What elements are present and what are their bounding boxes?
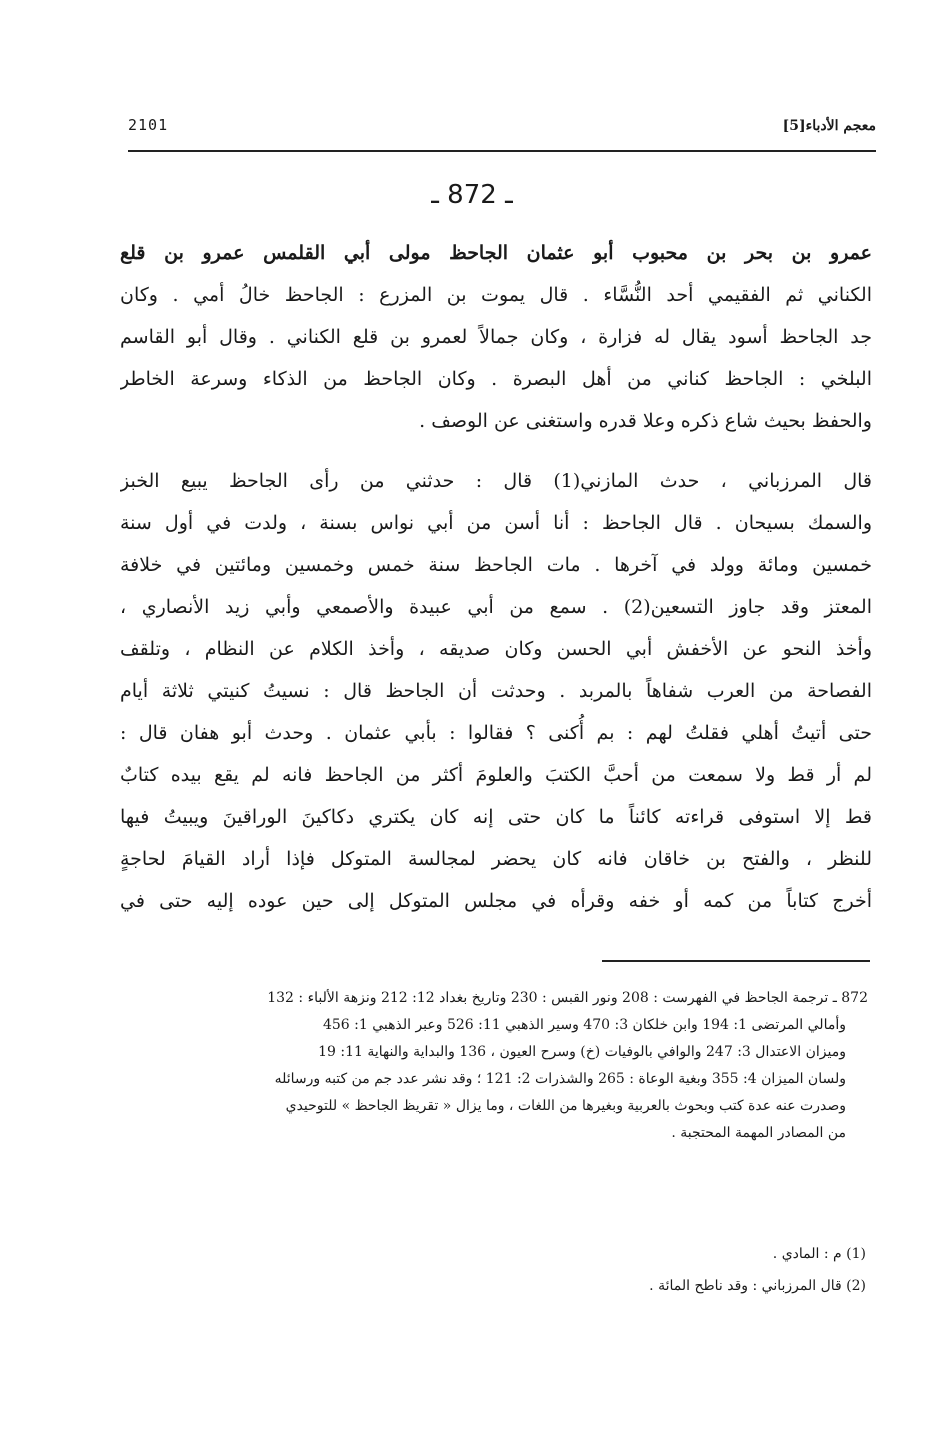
text-line: جد الجاحظ أسود يقال له فزارة ، وكان جمالاً لعمرو بن قلع الكناني . وقال أبو القاسم [120, 326, 872, 348]
footnote-line: وأمالي المرتضى 1: 194 وابن خلكان 3: 470 وسير الذهبي 11: 526 وعبر الذهبي 1: 456 [322, 1017, 846, 1033]
running-header [128, 116, 876, 140]
text-line: الفصاحة من العرب شفاهاً بالمربد . وحدثت أن الجاحظ قال : نسيتُ كنيتي ثلاثة أيام [120, 680, 872, 702]
text-line: خمسين ومائة وولد في آخرها . مات الجاحظ سنة خمس وخمسين ومائتين في خلافة [120, 554, 872, 576]
entry-number: ـ 872 ـ [431, 180, 513, 210]
note-2: (2) قال المرزباني : وقد ناطح المائة . [649, 1278, 866, 1294]
text-line: قال المرزباني ، حدث المازني(1) قال : حدثني من رأى الجاحظ يبيع الخبز [120, 470, 872, 492]
page-number: 2101 [128, 116, 169, 134]
text-line: الكناني ثم الفقيمي أحد النُّسَّاء . قال يموت بن المزرع : الجاحظ خالُ أمي . وكان [120, 284, 872, 306]
footnote-line: من المصادر المهمة المحتجبة . [671, 1125, 846, 1141]
sources-footnote [122, 985, 868, 1147]
footnote-line: وميزان الاعتدال 3: 247 والوافي بالوفيات (خ) وسرح العيون ، 136 والبداية والنهاية 11: 19 [318, 1044, 846, 1060]
text-line: وأخذ النحو عن الأخفش أبي الحسن وكان صديقه ، وأخذ الكلام عن النظام ، وتلقف [120, 638, 872, 660]
footnote-line: ولسان الميزان 4: 355 وبغية الوعاة : 265 والشذرات 2: 121 ؛ وقد نشر عدد جم من كتبه ورسائله [274, 1071, 846, 1087]
text-line: البلخي : الجاحظ كناني من أهل البصرة . وكان الجاحظ من الذكاء وسرعة الخاطر [120, 368, 872, 390]
text-line: لم أر قط ولا سمعت من أحبَّ الكتبَ والعلومَ أكثر من الجاحظ فانه لم يقع بيده كتابٌ [120, 764, 872, 786]
text-line: أخرج كتاباً من كمه أو خفه وقرأه في مجلس المتوكل إلى حين عوده إليه حتى في [120, 890, 872, 912]
footnote-line: 872 ـ ترجمة الجاحظ في الفهرست : 208 ونور القبس : 230 وتاريخ بغداد 12: 212 ونزهة الألباء : 132 [267, 990, 868, 1006]
textual-notes [500, 1238, 866, 1302]
text-line: عمرو بن بحر بن محبوب أبو عثمان الجاحظ مولى أبي القلمس عمرو بن قلع [120, 242, 872, 264]
text-line: قط إلا استوفى قراءته كائناً ما كان حتى إنه كان يكتري دكاكينَ الوراقينَ ويبيتُ فيها [120, 806, 872, 828]
text-line: والسمك بسيحان . قال الجاحظ : أنا أسن من أبي نواس بسنة ، ولدت في أول سنة [120, 512, 872, 534]
text-line: والحفظ بحيث شاع ذكره وعلا قدره واستغنى عن الوصف . [419, 410, 872, 432]
book-title: معجم الأدباء[5] [782, 118, 876, 134]
text-line: للنظر ، والفتح بن خاقان فانه كان يحضر لمجالسة المتوكل فإذا أراد القيامَ لحاجةٍ [120, 848, 872, 870]
text-line: المعتز وقد جاوز التسعين(2) . سمع من أبي عبيدة والأصمعي وأبي زيد الأنصاري ، [120, 596, 872, 618]
note-1: (1) م : المادي . [772, 1246, 866, 1262]
biography-paragraph-2 [120, 460, 872, 922]
header-rule [128, 150, 876, 152]
footnote-line: وصدرت عنه عدة كتب وبحوث بالعربية وبغيرها من اللغات ، وما يزال « تقريظ الجاحظ » للتوحيدي [285, 1098, 846, 1114]
biography-paragraph-1 [120, 232, 872, 442]
text-line: حتى أتيتُ أهلي فقلتُ لهم : بم أُكنى ؟ فقالوا : بأبي عثمان . وحدث أبو هفان قال : [120, 722, 872, 744]
footnote-rule [602, 960, 870, 962]
